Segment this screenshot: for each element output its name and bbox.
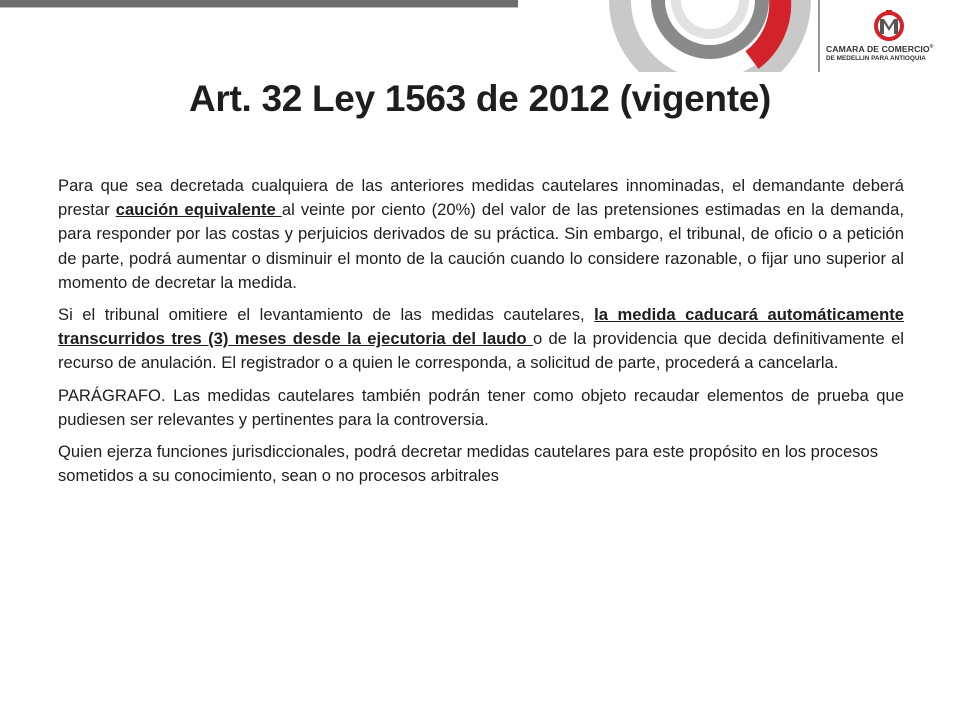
brand-name: CAMARA DE COMERCIO®: [826, 44, 934, 54]
brand-logo: [826, 10, 956, 72]
brand-divider: [818, 0, 820, 72]
inner-light-ring: [676, 0, 744, 34]
decorative-ring-graphic: [600, 0, 820, 72]
article-body: [58, 174, 904, 496]
paragraph-caducidad: Si el tribunal omitiere el levantamiento de las medidas cautelares, la medida caducará automáticamente transcurridos tres (3) meses desde la ejecutoria del laudo o de la providencia que decida definitivamente el recurso de anulación. El registrador o a quien le corresponda, a solicitud de parte, procederá a cancelarla.: [58, 305, 904, 373]
chamber-logo-icon: [872, 10, 906, 42]
paragraph-caucion: Para que sea decretada cualquiera de las anteriores medidas cautelares innominadas, el demandante deberá prestar caución equivalente al veinte por ciento (20%) del valor de las pretensiones estimadas en la demanda, para responder por las costas y perjuicios derivados de su práctica. Sin embargo, el tribunal, de oficio o a petición de parte, podrá aumentar o disminuir el monto de la caución cuando lo considere razonable, o fijar uno superior al momento de decretar la medida.: [58, 176, 904, 292]
header-top-bar: [0, 0, 518, 7]
header-top-rule: [0, 7, 518, 8]
brand-subtitle: DE MEDELLIN PARA ANTIOQUIA: [826, 55, 926, 62]
emphasis-caducidad: la medida caducará automáticamente transcurridos tres (3) meses desde la ejecutoria del laudo: [58, 305, 904, 349]
slide-title: Art. 32 Ley 1563 de 2012 (vigente): [188, 78, 772, 119]
emphasis-caucion: caución equivalente: [115, 200, 282, 220]
paragraph-paragrafo: PARÁGRAFO. Las medidas cautelares también podrán tener como objeto recaudar elementos de prueba que pudiesen ser relevantes y pertinentes para la controversia.: [58, 385, 904, 429]
paragraph-funciones: Quien ejerza funciones jurisdiccionales, podrá decretar medidas cautelares para este propósito en los procesos sometidos a su conocimiento, sean o no procesos arbitrales: [58, 442, 879, 486]
